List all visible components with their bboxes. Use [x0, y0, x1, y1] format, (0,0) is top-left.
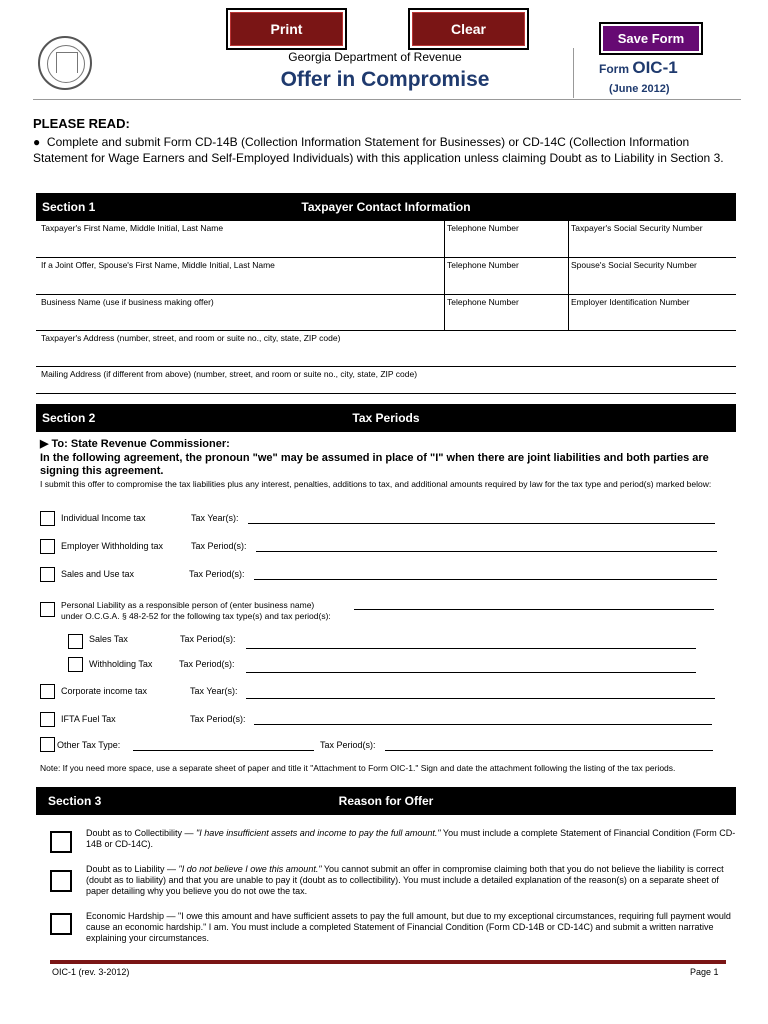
mailing-address-field[interactable]: Mailing Address (if different from above) (number, street, and room or suite no., city, state, ZIP code): [41, 369, 418, 379]
business-phone-field[interactable]: Telephone Number: [447, 297, 519, 307]
s1-row-rule: [36, 366, 736, 367]
section-2-title: Tax Periods: [352, 411, 420, 425]
sub-sales-tax-input[interactable]: [246, 648, 696, 649]
personal-liability-label: Personal Liability as a responsible person of (enter business name): [61, 600, 315, 610]
ifta-fuel-input[interactable]: [254, 724, 712, 725]
sub-withholding-tax-checkbox[interactable]: [68, 657, 83, 672]
section-3-number: Section 3: [48, 794, 102, 808]
form-id: OIC-1: [632, 58, 678, 77]
liability-quote: "I do not believe I owe this amount.": [178, 864, 322, 874]
s1-col-divider-1: [444, 221, 445, 331]
corporate-income-input[interactable]: [246, 698, 715, 699]
employer-withholding-label: Employer Withholding tax: [61, 541, 164, 551]
collectibility-text: [86, 828, 736, 850]
sub-sales-tax-label: Sales Tax: [89, 634, 128, 644]
employer-withholding-checkbox[interactable]: [40, 539, 55, 554]
agency-name: Georgia Department of Revenue: [288, 50, 462, 64]
personal-liability-checkbox[interactable]: [40, 602, 55, 617]
other-tax-period-input[interactable]: [385, 750, 713, 751]
clear-button[interactable]: Clear: [410, 10, 527, 48]
agreement-text: In the following agreement, the pronoun "we" may be assumed in place of "I" when there are joint liabilities and both parties are signing this agreement.: [40, 452, 709, 477]
personal-liability-subtext: under O.C.G.A. § 48-2-52 for the following tax type(s) and tax period(s):: [61, 611, 331, 621]
taxpayer-ssn-field[interactable]: Taxpayer's Social Security Number: [571, 223, 703, 233]
sub-sales-tax-field-label: Tax Period(s):: [180, 634, 236, 644]
hardship-checkbox[interactable]: [50, 913, 72, 935]
to-commissioner: ▶ To: State Revenue Commissioner:: [40, 438, 230, 450]
liability-lead: Doubt as to Liability —: [86, 864, 179, 874]
liability-rest: You cannot submit an offer in compromise claiming both that you do not believe the liability is correct (doubt as to liability) and that you are unable to pay it (doubt as to collectibility). You must include a detailed explanation of the reason(s) on a separate sheet of paper detailing why you believe you do not owe the tax.: [86, 864, 724, 896]
taxpayer-address-field[interactable]: Taxpayer's Address (number, street, and room or suite no., city, state, ZIP code): [41, 333, 341, 343]
ifta-fuel-field-label: Tax Period(s):: [190, 714, 246, 724]
employer-withholding-field-label: Tax Period(s):: [191, 541, 247, 551]
section-1-title: Taxpayer Contact Information: [301, 200, 471, 214]
intro-body: Complete and submit Form CD-14B (Collection Information Statement for Businesses) or CD-14C (Collection Information Statement for Wage Earners and Self-Employed Individuals) with this application unless claiming Doubt as to Liability in Section 3.: [33, 135, 724, 165]
save-form-button[interactable]: Save Form: [601, 24, 701, 53]
collectibility-rest: You must include a complete Statement of Financial Condition (Form CD-14B or CD-14C).: [86, 828, 736, 849]
liability-checkbox[interactable]: [50, 870, 72, 892]
submit-text: I submit this offer to compromise the tax liabilities plus any interest, penalties, additions to tax, and additional amounts required by law for the tax type and period(s) marked below:: [40, 479, 712, 489]
corporate-income-field-label: Tax Year(s):: [190, 686, 238, 696]
other-tax-checkbox[interactable]: [40, 737, 55, 752]
collectibility-lead: Doubt as to Collectibility —: [86, 828, 197, 838]
attachment-note: Note: If you need more space, use a separate sheet of paper and title it "Attachment to Form OIC-1." Sign and date the attachment following the listing of the tax periods.: [40, 763, 676, 773]
collectibility-checkbox[interactable]: [50, 831, 72, 853]
other-tax-field-label: Tax Period(s):: [320, 740, 376, 750]
spouse-ssn-field[interactable]: Spouse's Social Security Number: [571, 260, 697, 270]
other-tax-type-input[interactable]: [133, 750, 314, 751]
sales-use-label: Sales and Use tax: [61, 569, 135, 579]
sales-use-field-label: Tax Period(s):: [189, 569, 245, 579]
individual-income-field-label: Tax Year(s):: [191, 513, 239, 523]
taxpayer-phone-field[interactable]: Telephone Number: [447, 223, 519, 233]
sales-use-input[interactable]: [254, 579, 717, 580]
footer-page-number: Page 1: [690, 967, 719, 977]
please-read-heading: PLEASE READ:: [33, 116, 130, 131]
employer-withholding-input[interactable]: [256, 551, 717, 552]
other-tax-label: Other Tax Type:: [57, 740, 121, 750]
sub-withholding-tax-input[interactable]: [246, 672, 696, 673]
section-1-bar: [36, 193, 736, 221]
page-title: Offer in Compromise: [280, 68, 490, 91]
individual-income-checkbox[interactable]: [40, 511, 55, 526]
georgia-seal-icon: [38, 36, 92, 90]
header-rule: [33, 99, 741, 100]
s1-row-rule: [36, 330, 736, 331]
ifta-fuel-checkbox[interactable]: [40, 712, 55, 727]
footer-rule: [50, 960, 726, 964]
business-name-input[interactable]: [354, 609, 714, 610]
sales-use-checkbox[interactable]: [40, 567, 55, 582]
bullet: ●: [33, 135, 41, 149]
form-id-block: [599, 58, 678, 78]
collectibility-quote: "I have insufficient assets and income to pay the full amount.": [196, 828, 441, 838]
s1-col-divider-2: [568, 221, 569, 331]
ein-field[interactable]: Employer Identification Number: [571, 297, 690, 307]
section-3-title: Reason for Offer: [338, 794, 434, 808]
s1-row-rule: [36, 393, 736, 394]
sub-withholding-tax-label: Withholding Tax: [89, 659, 153, 669]
section-1-number: Section 1: [42, 200, 96, 214]
corporate-income-label: Corporate income tax: [61, 686, 148, 696]
spouse-phone-field[interactable]: Telephone Number: [447, 260, 519, 270]
s1-row-rule: [36, 294, 736, 295]
form-date: (June 2012): [609, 83, 670, 95]
header-divider: [573, 48, 574, 98]
s1-row-rule: [36, 257, 736, 258]
ifta-fuel-label: IFTA Fuel Tax: [61, 714, 116, 724]
taxpayer-name-field[interactable]: Taxpayer's First Name, Middle Initial, Last Name: [41, 223, 224, 233]
corporate-income-checkbox[interactable]: [40, 684, 55, 699]
individual-income-input[interactable]: [248, 523, 715, 524]
form-prefix: Form: [599, 62, 633, 76]
footer-form-rev: OIC-1 (rev. 3-2012): [52, 967, 130, 977]
intro-text: [33, 134, 738, 166]
section-3-bar: [36, 787, 736, 815]
business-name-field[interactable]: Business Name (use if business making offer): [41, 297, 214, 307]
individual-income-label: Individual Income tax: [61, 513, 146, 523]
section-2-bar: [36, 404, 736, 432]
print-button[interactable]: Print: [228, 10, 345, 48]
spouse-name-field[interactable]: If a Joint Offer, Spouse's First Name, Middle Initial, Last Name: [41, 260, 275, 270]
liability-text: [86, 864, 736, 897]
hardship-text: Economic Hardship — "I owe this amount and have sufficient assets to pay the full amount, but due to my exceptional circumstances, requiring full payment would cause an economic hardship." I am. You must include a completed Statement of Financial Condition (Form CD-14B or CD-14C) and submit a written narrative explaining your circumstances.: [86, 911, 731, 943]
sub-withholding-tax-field-label: Tax Period(s):: [179, 659, 235, 669]
sub-sales-tax-checkbox[interactable]: [68, 634, 83, 649]
section-2-number: Section 2: [42, 411, 96, 425]
